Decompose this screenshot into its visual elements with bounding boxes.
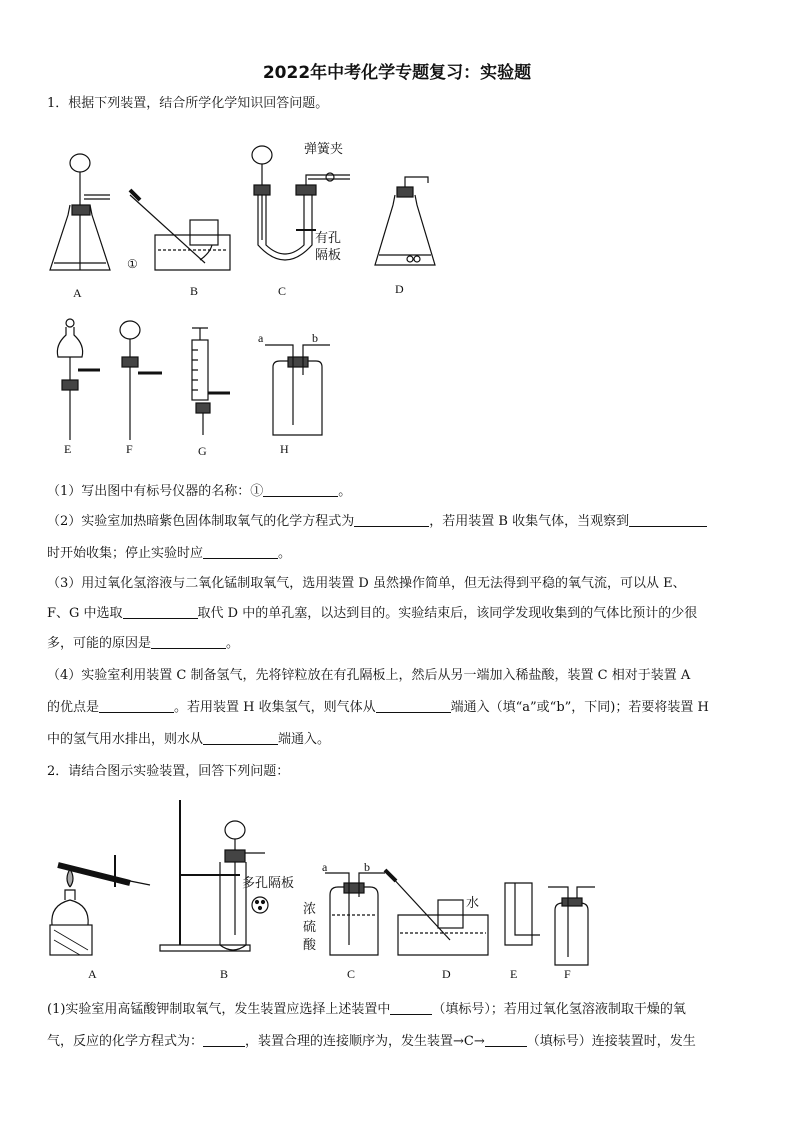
apparatus-2-d — [385, 870, 488, 955]
q2-sub1-line1: (1)实验室用高锰酸钾制取氧气，发生装置应选择上述装置中 （填标号）；若用过氧化氢溶液制取干燥的氧 — [47, 1002, 686, 1017]
q1-sub3-blank-1[interactable] — [123, 604, 198, 619]
q2-sub1-blank-2[interactable] — [203, 1032, 245, 1047]
q1-sub3-line2: F、G 中选取 取代 D 中的单孔塞，以达到目的。实验结束后，该同学发现收集到的气体比预计的少很 — [47, 606, 698, 621]
label-2-b: B — [220, 967, 229, 981]
label-acid-1: 浓 — [303, 902, 317, 917]
q2-apparatus-figure — [40, 795, 600, 985]
q2-sub1-blank-1[interactable] — [390, 1000, 432, 1015]
q1-sub4-blank-2[interactable] — [376, 698, 451, 713]
q2-sub1-line2: 气，反应的化学方程式为： ，装置合理的连接顺序为，发生装置→C→ （填标号）连接装置时，发生 — [47, 1034, 696, 1049]
q1-sub2-blank-3[interactable] — [203, 544, 278, 559]
q1-sub3-line1: （3）用过氧化氢溶液与二氧化锰制取氧气，选用装置 D 虽然操作简单，但无法得到平稳的氧气流，可以从 E、 — [47, 576, 686, 591]
label-port-b: b — [312, 331, 318, 345]
q1-apparatus-figure — [40, 135, 460, 465]
label-marker-1: ① — [127, 257, 138, 271]
label-f: F — [126, 442, 133, 456]
label-2-e: E — [510, 967, 518, 981]
label-2-port-a: a — [322, 860, 328, 874]
label-port-a: a — [258, 331, 264, 345]
label-acid-3: 酸 — [303, 938, 317, 953]
apparatus-e — [57, 319, 100, 440]
q2-sub1-blank-3[interactable] — [485, 1032, 527, 1047]
q1-sub4-line2: 的优点是 。若用装置 H 收集氢气，则气体从 端通入（填“a”或“b”，下同)；若要将装置 H — [47, 700, 709, 715]
apparatus-2-e — [505, 883, 540, 945]
q1-sub1-blank[interactable] — [263, 482, 338, 497]
label-porous: 多孔隔板 — [242, 876, 295, 891]
apparatus-g — [192, 328, 230, 435]
q1-sub4-blank-1[interactable] — [99, 698, 174, 713]
label-2-f: F — [564, 967, 571, 981]
label-a: A — [73, 286, 82, 300]
q1-sub2-line1: （2）实验室加热暗紫色固体制取氧气的化学方程式为 ，若用装置 B 收集气体，当观察到 — [47, 512, 707, 532]
label-porous-plate-2: 隔板 — [315, 248, 342, 263]
q1-sub4-line1: （4）实验室利用装置 C 制备氢气，先将锌粒放在有孔隔板上，然后从另一端加入稀盐酸，装置 C 相对于装置 A — [47, 668, 691, 683]
label-2-c: C — [347, 967, 356, 981]
q2-stem: 2．请结合图示实验装置，回答下列问题： — [47, 764, 290, 779]
apparatus-h — [265, 345, 330, 435]
q1-sub1: （1）写出图中有标号仪器的名称：① 。 — [47, 484, 352, 499]
label-2-port-b: b — [364, 860, 370, 874]
label-g: G — [198, 444, 207, 458]
apparatus-2-a — [50, 855, 150, 955]
q1-sub2-blank-1[interactable] — [354, 512, 429, 527]
q1-stem: 1．根据下列装置，结合所学化学知识回答问题。 — [47, 96, 329, 111]
label-spring-clip: 弹簧夹 — [304, 142, 344, 157]
label-acid-2: 硫 — [303, 920, 317, 935]
apparatus-a — [50, 154, 110, 270]
label-e: E — [64, 442, 72, 456]
label-2-d: D — [442, 967, 451, 981]
apparatus-2-f — [548, 887, 595, 965]
apparatus-b — [130, 190, 230, 270]
q1-sub3-line3: 多，可能的原因是 。 — [47, 636, 240, 651]
q1-sub3-blank-2[interactable] — [151, 634, 226, 649]
apparatus-d — [375, 177, 435, 265]
label-porous-plate-1: 有孔 — [315, 231, 342, 246]
label-b: B — [190, 284, 199, 298]
label-c: C — [278, 284, 287, 298]
label-h: H — [280, 442, 289, 456]
apparatus-f — [120, 321, 162, 440]
label-d: D — [395, 282, 404, 296]
q1-sub4-blank-3[interactable] — [203, 730, 278, 745]
q1-sub4-line3: 中的氢气用水排出，则水从 端通入。 — [47, 732, 331, 747]
label-water: 水 — [466, 896, 480, 911]
q1-sub2-line2: 时开始收集；停止实验时应 。 — [47, 546, 292, 561]
apparatus-2-c — [325, 873, 385, 955]
page-title: 2022年中考化学专题复习：实验题 — [262, 63, 532, 83]
q1-sub2-blank-2[interactable] — [629, 512, 707, 527]
label-2-a: A — [88, 967, 97, 981]
